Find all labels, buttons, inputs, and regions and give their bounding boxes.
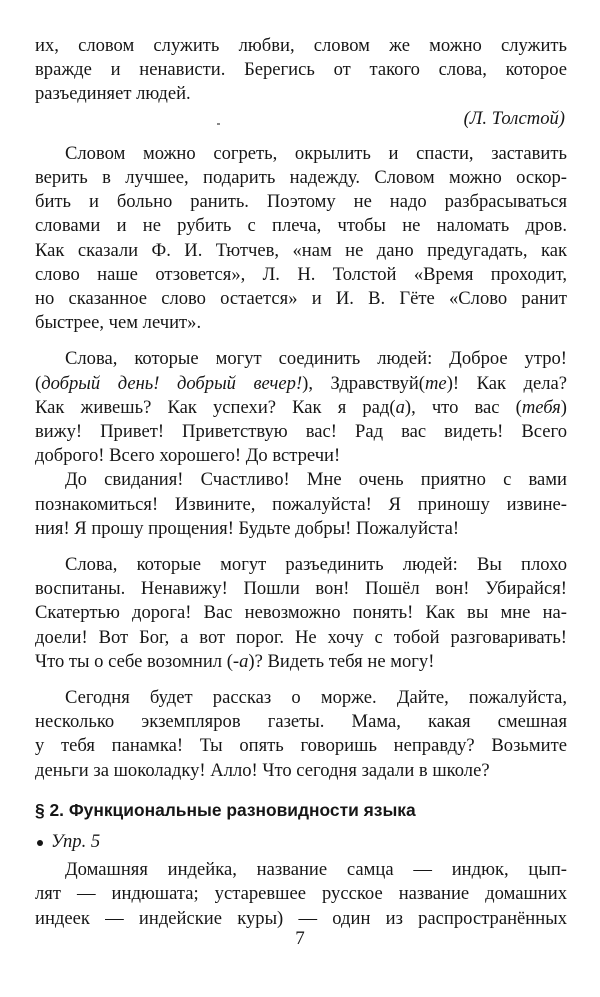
text-line: вижу! Привет! Приветствую вас! Рад вас видеть! Всего — [35, 421, 567, 443]
page-number: 7 — [295, 928, 305, 949]
text-line: доброго! Всего хорошего! До встречи! — [35, 445, 341, 467]
text-line: у тебя панамка! Ты опять говоришь неправду? Возьмите — [35, 735, 567, 757]
text-line — [35, 650, 567, 674]
section-heading: § 2. Функциональные разновидности языка — [35, 799, 416, 820]
text-line: их, словом служить любви, словом же можно служить — [35, 35, 567, 56]
spacer — [35, 783, 567, 798]
paragraph-uniting-words — [35, 347, 567, 468]
text-fragment: Что ты о себе возомнил (- — [35, 650, 240, 672]
paragraph-dividing-words — [35, 553, 567, 674]
paragraph-word-power — [35, 142, 567, 336]
text-line: воспитаны. Ненавижу! Пошли вон! Пошёл вон! Убирайся! — [35, 578, 567, 600]
spacer — [35, 822, 567, 830]
italic-fragment: те — [425, 372, 447, 394]
text-line: слово наше отзовется», Л. Н. Толстой «Время проходит, — [35, 263, 567, 285]
text-line: лят — индюшата; устаревшее русское название домашних — [35, 883, 567, 905]
text-line: деньги за шоколадку! Алло! Что сегодня задали в школе? — [35, 759, 490, 781]
text-fragment: ( — [35, 372, 42, 394]
text-line — [35, 372, 567, 396]
text-line: словами и не рубить с плеча, чтобы не наломать дров. — [35, 215, 567, 237]
text-fragment: )! Как дела? — [446, 372, 568, 394]
paragraph-everyday-phrases — [35, 686, 567, 783]
text-line: бить и больно ранить. Поэтому не надо разбрасываться — [35, 191, 567, 213]
text-line: Как сказали Ф. И. Тютчев, «нам не дано предугадать, как — [35, 239, 567, 261]
text-line: познакомиться! Извините, пожалуйста! Я приношу извине- — [35, 493, 567, 515]
exercise-label — [35, 830, 567, 854]
text-line: Словом можно согреть, окрылить и спасти, заставить — [65, 142, 567, 164]
text-line: Скатертью дорога! Вас невозможно понять! Как вы мне на- — [35, 602, 567, 624]
text-line: индеек — индейские куры) — один из распространённых — [35, 907, 567, 929]
document-page — [35, 34, 567, 931]
bullet-icon — [37, 840, 43, 846]
text-line: несколько экземпляров газеты. Мама, какая смешная — [35, 711, 567, 733]
text-line: Слова, которые могут разъединить людей: Вы плохо — [65, 554, 567, 576]
italic-fragment: добрый день! добрый вечер! — [41, 372, 303, 394]
text-fragment: )? Видеть тебя не могу! — [248, 650, 435, 672]
text-line: ния! Я прошу прощения! Будьте добры! Пожалуйста! — [35, 517, 460, 539]
text-line: вражде и ненависти. Берегись от такого слова, которое — [35, 59, 567, 81]
attribution: (Л. Толстой) — [463, 107, 565, 129]
text-fragment: Как живешь? Как успехи? Как я рад( — [35, 396, 396, 418]
text-fragment: ), Здравствуй( — [302, 372, 425, 394]
paragraph-tolstoy-quote — [35, 34, 567, 107]
spacer — [35, 335, 567, 347]
exercise-text: Упр. 5 — [51, 830, 101, 852]
paragraph-farewells — [35, 468, 567, 541]
text-line — [35, 396, 567, 420]
spacer — [35, 131, 567, 142]
text-line: Слова, которые могут соединить людей: Доброе утро! — [65, 348, 567, 370]
paragraph-turkey — [35, 858, 567, 931]
italic-fragment: а — [239, 650, 249, 672]
italic-fragment: тебя — [521, 396, 561, 418]
text-line: До свидания! Счастливо! Мне очень приятно с вами — [65, 469, 567, 491]
text-fragment: ) — [560, 396, 567, 418]
text-line: разъединяет людей. — [35, 83, 191, 105]
text-line: но сказанное слово остается» и И. В. Гёте «Слово ранит — [35, 288, 567, 310]
text-fragment: ), что вас ( — [404, 396, 522, 418]
text-line: быстрее, чем лечит». — [35, 312, 202, 334]
text-line: доели! Вот Бог, а вот порог. Не хочу с тобой разговаривать! — [35, 626, 567, 648]
spacer — [35, 541, 567, 553]
spacer — [35, 674, 567, 686]
text-line: Домашняя индейка, название самца — индюк, цып- — [65, 859, 567, 881]
italic-fragment: а — [395, 396, 405, 418]
text-line: Сегодня будет рассказ о морже. Дайте, пожалуйста, — [65, 687, 567, 709]
text-line: верить в лучшее, подарить надежду. Словом можно оскор- — [35, 167, 567, 189]
